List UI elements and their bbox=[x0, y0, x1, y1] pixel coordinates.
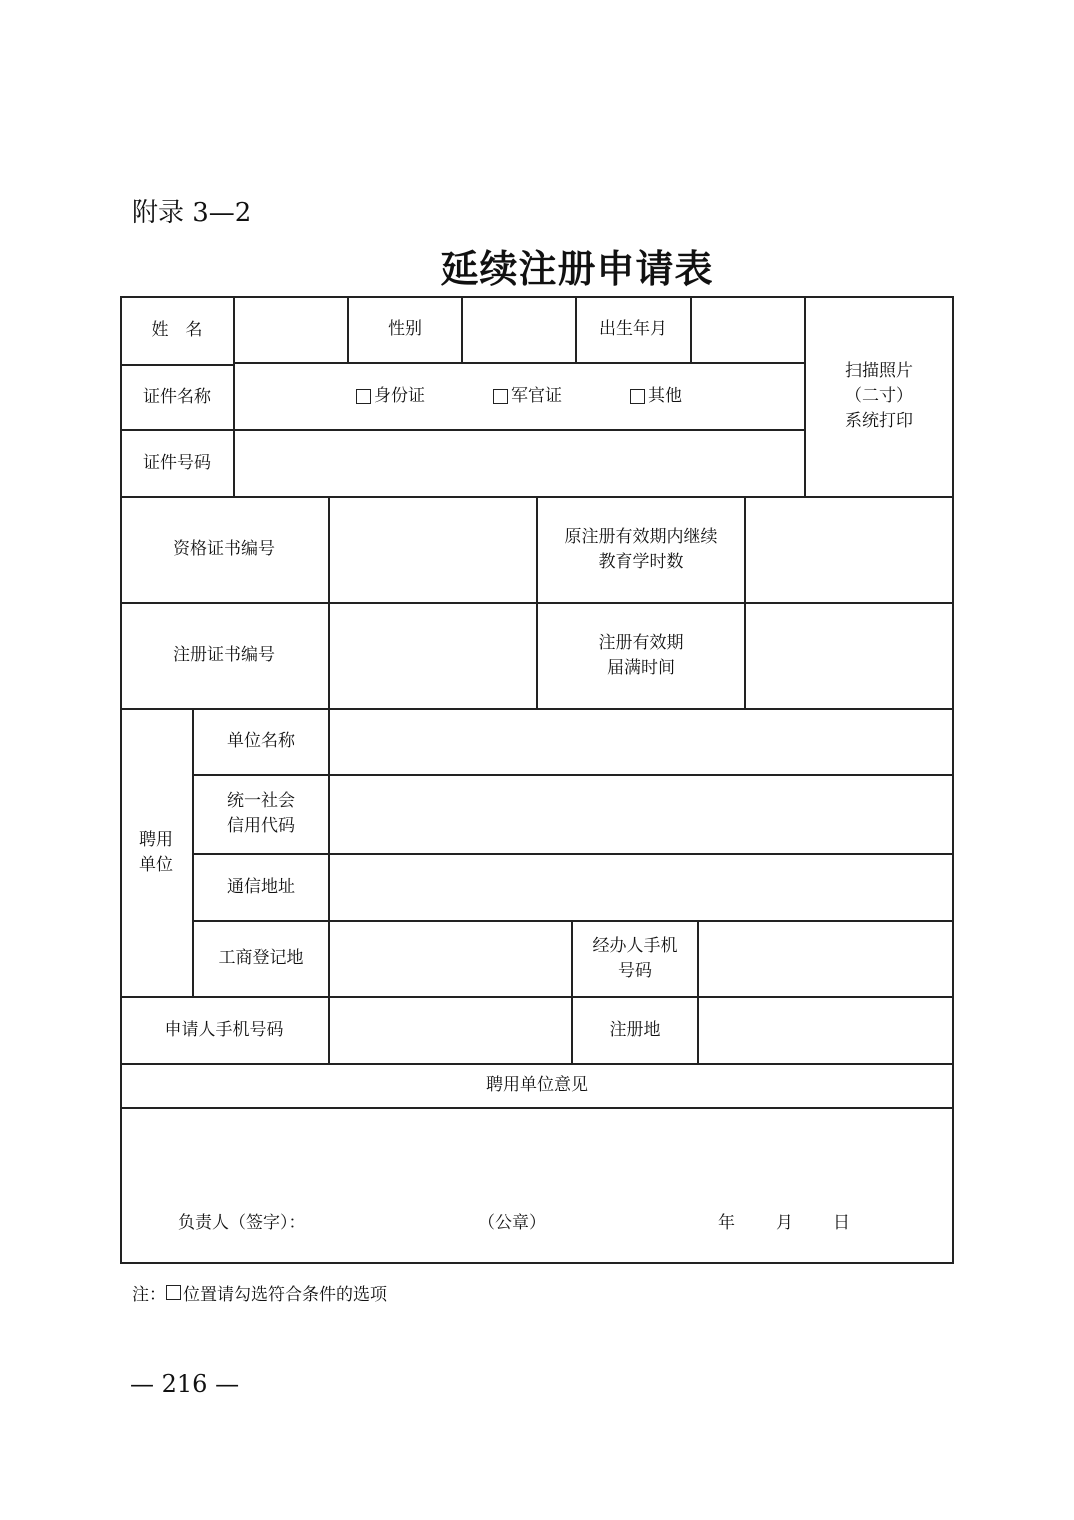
qualification-cert-label: 资格证书编号 bbox=[173, 539, 275, 559]
option-officer-card[interactable] bbox=[493, 384, 562, 409]
photo-text: 系统打印 bbox=[845, 410, 913, 431]
handler-phone-label bbox=[573, 921, 697, 996]
registration-place-label: 注册地 bbox=[609, 1019, 661, 1040]
appendix-label: 附录 3—2 bbox=[132, 198, 252, 228]
id-number-field[interactable] bbox=[235, 430, 804, 496]
qualification-cert-field[interactable] bbox=[330, 497, 536, 602]
credit-code-label bbox=[194, 775, 328, 853]
label-line: 届满时间 bbox=[607, 657, 675, 678]
label-line: 信用代码 bbox=[227, 816, 295, 836]
id-type-options bbox=[234, 363, 804, 429]
border-line bbox=[120, 1262, 954, 1264]
application-form bbox=[120, 296, 954, 1264]
business-registration-field[interactable] bbox=[330, 921, 571, 996]
label-line: 教育学时数 bbox=[598, 551, 684, 572]
option-label: 身份证 bbox=[374, 385, 425, 406]
checkbox-icon bbox=[356, 389, 371, 404]
unit-name-label: 单位名称 bbox=[227, 731, 295, 751]
registration-place-field[interactable] bbox=[699, 997, 952, 1063]
gender-label: 性别 bbox=[388, 319, 422, 339]
education-hours-field[interactable] bbox=[746, 497, 952, 602]
registration-expiry-label bbox=[538, 603, 744, 708]
employer-label bbox=[120, 709, 192, 996]
label-line: 聘用 bbox=[139, 829, 173, 850]
photo-area bbox=[805, 296, 953, 496]
applicant-phone-field[interactable] bbox=[330, 997, 571, 1063]
name-label: 姓 名 bbox=[151, 319, 203, 340]
id-number-label: 证件号码 bbox=[143, 452, 211, 473]
note-prefix: 注： bbox=[132, 1285, 166, 1305]
checkbox-icon bbox=[493, 389, 508, 404]
gender-field[interactable] bbox=[462, 296, 576, 363]
address-field[interactable] bbox=[330, 854, 952, 920]
birth-date-field[interactable] bbox=[691, 296, 805, 363]
photo-text: （二寸） bbox=[845, 385, 913, 406]
label-line: 经办人手机 bbox=[592, 935, 678, 956]
label-line: 统一社会 bbox=[227, 791, 295, 811]
label-line: 单位 bbox=[139, 854, 173, 875]
address-label: 通信地址 bbox=[227, 876, 295, 897]
signer-label: 负责人（签字）： bbox=[178, 1213, 306, 1233]
registration-cert-label: 注册证书编号 bbox=[173, 645, 275, 665]
unit-name-field[interactable] bbox=[330, 709, 952, 774]
credit-code-field[interactable] bbox=[330, 775, 952, 853]
note-text: 位置请勾选符合条件的选项 bbox=[183, 1285, 387, 1305]
seal-label: （公章） bbox=[478, 1213, 546, 1233]
page-number: — 216 — bbox=[130, 1370, 240, 1398]
label-line: 号码 bbox=[618, 960, 652, 981]
id-type-label: 证件名称 bbox=[143, 386, 211, 407]
footnote bbox=[132, 1280, 387, 1305]
applicant-phone-label: 申请人手机号码 bbox=[164, 1019, 284, 1040]
registration-cert-field[interactable] bbox=[330, 603, 536, 708]
option-other[interactable] bbox=[630, 384, 682, 409]
signature-row bbox=[120, 1204, 954, 1234]
checkbox-icon bbox=[630, 389, 645, 404]
birth-date-label: 出生年月 bbox=[599, 319, 667, 339]
label-line: 注册有效期 bbox=[598, 632, 684, 653]
business-registration-label: 工商登记地 bbox=[218, 948, 304, 968]
checkbox-icon bbox=[166, 1285, 181, 1300]
year-label: 年 bbox=[718, 1213, 735, 1233]
employer-opinion-label: 聘用单位意见 bbox=[486, 1075, 588, 1095]
option-label: 军官证 bbox=[511, 385, 562, 406]
form-title: 延续注册申请表 bbox=[440, 246, 714, 291]
option-id-card[interactable] bbox=[356, 384, 425, 409]
option-label: 其他 bbox=[648, 385, 682, 406]
name-field[interactable] bbox=[234, 296, 348, 363]
label-line: 原注册有效期内继续 bbox=[564, 526, 718, 547]
education-hours-label bbox=[538, 497, 744, 602]
registration-expiry-field[interactable] bbox=[746, 603, 952, 708]
month-label: 月 bbox=[776, 1213, 793, 1233]
day-label: 日 bbox=[833, 1213, 850, 1233]
photo-text: 扫描照片 bbox=[845, 360, 913, 381]
handler-phone-field[interactable] bbox=[699, 921, 952, 996]
employer-opinion-field[interactable] bbox=[122, 1109, 952, 1199]
